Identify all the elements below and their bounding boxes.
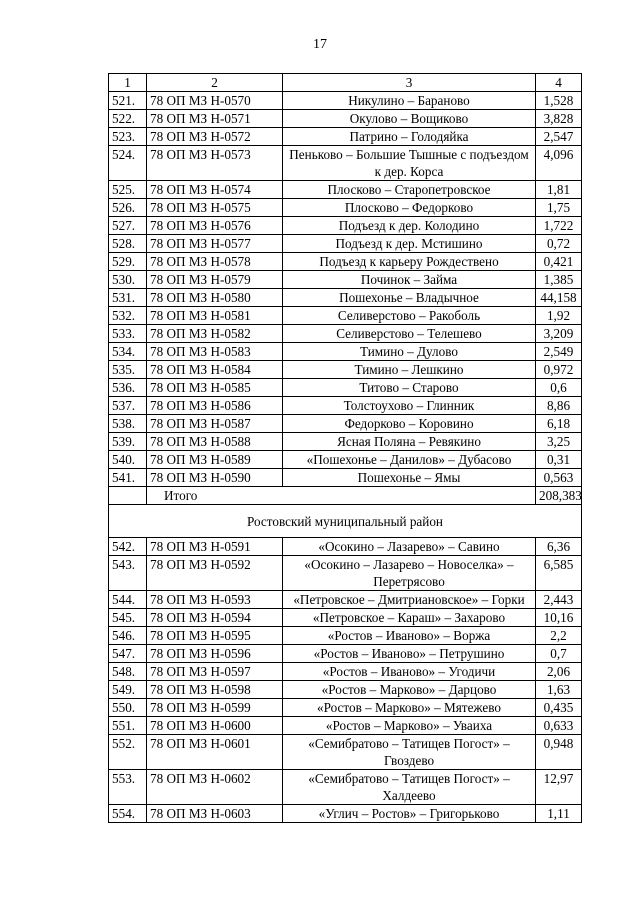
table-row	[109, 325, 582, 343]
row-number: 537.	[109, 397, 147, 415]
row-number: 526.	[109, 199, 147, 217]
road-code: 78 ОП МЗ Н-0602	[147, 770, 283, 805]
road-name: Плосково – Старопетровское	[283, 181, 536, 199]
table-row	[109, 699, 582, 717]
road-length: 2,06	[536, 663, 582, 681]
road-length: 44,158	[536, 289, 582, 307]
table-row	[109, 253, 582, 271]
road-length: 1,75	[536, 199, 582, 217]
road-name: Титово – Старово	[283, 379, 536, 397]
road-name: Пошехонье – Владычное	[283, 289, 536, 307]
road-length: 1,385	[536, 271, 582, 289]
page-number: 17	[313, 37, 327, 52]
road-length: 8,86	[536, 397, 582, 415]
road-code: 78 ОП МЗ Н-0603	[147, 805, 283, 823]
road-length: 2,443	[536, 591, 582, 609]
table-row	[109, 199, 582, 217]
row-number: 529.	[109, 253, 147, 271]
table-row	[109, 735, 582, 770]
road-length: 1,81	[536, 181, 582, 199]
road-code: 78 ОП МЗ Н-0595	[147, 627, 283, 645]
table-row	[109, 717, 582, 735]
road-name: «Ростов – Иваново» – Угодичи	[283, 663, 536, 681]
road-name: «Ростов – Иваново» – Воржа	[283, 627, 536, 645]
row-number: 543.	[109, 556, 147, 591]
road-name: «Ростов – Марково» – Мятежево	[283, 699, 536, 717]
table-row	[109, 110, 582, 128]
road-length: 3,828	[536, 110, 582, 128]
row-number: 541.	[109, 469, 147, 487]
road-code: 78 ОП МЗ Н-0578	[147, 253, 283, 271]
section-row	[109, 505, 582, 538]
row-number: 551.	[109, 717, 147, 735]
table-row	[109, 379, 582, 397]
road-name: Федорково – Коровино	[283, 415, 536, 433]
road-code: 78 ОП МЗ Н-0581	[147, 307, 283, 325]
road-name: «Ростов – Марково» – Увaиха	[283, 717, 536, 735]
road-name: Селиверстово – Ракоболь	[283, 307, 536, 325]
road-length: 6,18	[536, 415, 582, 433]
row-number: 554.	[109, 805, 147, 823]
road-length: 0,435	[536, 699, 582, 717]
header-cell: 4	[536, 74, 582, 92]
table-row	[109, 591, 582, 609]
table-row	[109, 92, 582, 110]
table-row	[109, 663, 582, 681]
road-code: 78 ОП МЗ Н-0588	[147, 433, 283, 451]
row-number: 548.	[109, 663, 147, 681]
road-name: Пошехонье – Ямы	[283, 469, 536, 487]
road-name: Толстоухово – Глинник	[283, 397, 536, 415]
road-name: Подъезд к карьеру Рождествено	[283, 253, 536, 271]
road-code: 78 ОП МЗ Н-0571	[147, 110, 283, 128]
road-length: 0,948	[536, 735, 582, 770]
section-title: Ростовский муниципальный район	[109, 505, 582, 538]
row-number: 553.	[109, 770, 147, 805]
road-code: 78 ОП МЗ Н-0574	[147, 181, 283, 199]
road-code: 78 ОП МЗ Н-0590	[147, 469, 283, 487]
road-length: 1,11	[536, 805, 582, 823]
row-number: 524.	[109, 146, 147, 181]
row-number: 533.	[109, 325, 147, 343]
road-code: 78 ОП МЗ Н-0597	[147, 663, 283, 681]
road-code: 78 ОП МЗ Н-0593	[147, 591, 283, 609]
road-length: 4,096	[536, 146, 582, 181]
road-length: 10,16	[536, 609, 582, 627]
row-number: 540.	[109, 451, 147, 469]
table-row	[109, 146, 582, 181]
road-name: «Осокино – Лазарево – Новоселка» – Перетрясово	[283, 556, 536, 591]
total-empty-cell	[109, 487, 147, 505]
row-number: 525.	[109, 181, 147, 199]
table-row	[109, 556, 582, 591]
road-name: Починок – Займа	[283, 271, 536, 289]
road-code: 78 ОП МЗ Н-0600	[147, 717, 283, 735]
table-row	[109, 609, 582, 627]
table-row	[109, 217, 582, 235]
header-cell: 1	[109, 74, 147, 92]
road-length: 1,722	[536, 217, 582, 235]
road-code: 78 ОП МЗ Н-0572	[147, 128, 283, 146]
road-length: 0,31	[536, 451, 582, 469]
road-name: Тимино – Лешкино	[283, 361, 536, 379]
table-row	[109, 433, 582, 451]
row-number: 531.	[109, 289, 147, 307]
table-row	[109, 627, 582, 645]
table-header-row	[109, 74, 582, 92]
row-number: 546.	[109, 627, 147, 645]
road-code: 78 ОП МЗ Н-0582	[147, 325, 283, 343]
road-code: 78 ОП МЗ Н-0592	[147, 556, 283, 591]
road-length: 12,97	[536, 770, 582, 805]
table-row	[109, 538, 582, 556]
table-row	[109, 805, 582, 823]
table-row	[109, 361, 582, 379]
road-length: 0,72	[536, 235, 582, 253]
total-row	[109, 487, 582, 505]
road-length: 0,6	[536, 379, 582, 397]
row-number: 552.	[109, 735, 147, 770]
road-name: «Ростов – Марково» – Дарцово	[283, 681, 536, 699]
road-code: 78 ОП МЗ Н-0598	[147, 681, 283, 699]
road-code: 78 ОП МЗ Н-0587	[147, 415, 283, 433]
road-code: 78 ОП МЗ Н-0601	[147, 735, 283, 770]
road-length: 6,36	[536, 538, 582, 556]
road-code: 78 ОП МЗ Н-0584	[147, 361, 283, 379]
table-row	[109, 343, 582, 361]
table-row	[109, 235, 582, 253]
row-number: 523.	[109, 128, 147, 146]
table-row	[109, 681, 582, 699]
table-row	[109, 181, 582, 199]
road-code: 78 ОП МЗ Н-0594	[147, 609, 283, 627]
row-number: 527.	[109, 217, 147, 235]
road-code: 78 ОП МЗ Н-0579	[147, 271, 283, 289]
row-number: 547.	[109, 645, 147, 663]
row-number: 535.	[109, 361, 147, 379]
road-code: 78 ОП МЗ Н-0585	[147, 379, 283, 397]
total-label: Итого	[147, 487, 536, 505]
row-number: 544.	[109, 591, 147, 609]
row-number: 539.	[109, 433, 147, 451]
road-name: «Петровское – Дмитриановское» – Горки	[283, 591, 536, 609]
road-code: 78 ОП МЗ Н-0573	[147, 146, 283, 181]
road-length: 2,547	[536, 128, 582, 146]
road-code: 78 ОП МЗ Н-0583	[147, 343, 283, 361]
road-name: Патрино – Голодяйка	[283, 128, 536, 146]
road-name: «Семибратово – Татищев Погост» – Халдеево	[283, 770, 536, 805]
road-name: Плосково – Федорково	[283, 199, 536, 217]
road-name: Тимино – Дулово	[283, 343, 536, 361]
road-length: 1,92	[536, 307, 582, 325]
road-name: Никулино – Бараново	[283, 92, 536, 110]
road-length: 2,2	[536, 627, 582, 645]
row-number: 522.	[109, 110, 147, 128]
road-name: Подъезд к дер. Мстишино	[283, 235, 536, 253]
road-name: «Пошехонье – Данилов» – Дубасово	[283, 451, 536, 469]
road-name: Ясная Поляна – Ревякино	[283, 433, 536, 451]
row-number: 528.	[109, 235, 147, 253]
road-code: 78 ОП МЗ Н-0570	[147, 92, 283, 110]
row-number: 532.	[109, 307, 147, 325]
road-length: 2,549	[536, 343, 582, 361]
road-code: 78 ОП МЗ Н-0575	[147, 199, 283, 217]
road-code: 78 ОП МЗ Н-0591	[147, 538, 283, 556]
road-name: «Осокино – Лазарево» – Савино	[283, 538, 536, 556]
road-code: 78 ОП МЗ Н-0577	[147, 235, 283, 253]
row-number: 538.	[109, 415, 147, 433]
road-name: «Петровское – Караш» – Захарово	[283, 609, 536, 627]
road-length: 3,209	[536, 325, 582, 343]
road-code: 78 ОП МЗ Н-0580	[147, 289, 283, 307]
road-name: Пеньково – Большие Тышные с подъездом к дер. Корса	[283, 146, 536, 181]
roads-table	[108, 73, 582, 823]
row-number: 550.	[109, 699, 147, 717]
table-row	[109, 770, 582, 805]
road-length: 0,972	[536, 361, 582, 379]
table-row	[109, 128, 582, 146]
row-number: 536.	[109, 379, 147, 397]
road-code: 78 ОП МЗ Н-0586	[147, 397, 283, 415]
table-row	[109, 397, 582, 415]
road-length: 0,563	[536, 469, 582, 487]
header-cell: 2	[147, 74, 283, 92]
table-row	[109, 271, 582, 289]
road-name: «Углич – Ростов» – Григорьково	[283, 805, 536, 823]
road-code: 78 ОП МЗ Н-0599	[147, 699, 283, 717]
row-number: 530.	[109, 271, 147, 289]
row-number: 534.	[109, 343, 147, 361]
row-number: 549.	[109, 681, 147, 699]
road-length: 6,585	[536, 556, 582, 591]
table-row	[109, 469, 582, 487]
table-row	[109, 451, 582, 469]
road-code: 78 ОП МЗ Н-0576	[147, 217, 283, 235]
road-name: «Ростов – Иваново» – Петрушино	[283, 645, 536, 663]
road-code: 78 ОП МЗ Н-0596	[147, 645, 283, 663]
header-cell: 3	[283, 74, 536, 92]
road-length: 0,633	[536, 717, 582, 735]
row-number: 542.	[109, 538, 147, 556]
row-number: 545.	[109, 609, 147, 627]
total-value: 208,383	[536, 487, 582, 505]
row-number: 521.	[109, 92, 147, 110]
road-name: Окулово – Вощиково	[283, 110, 536, 128]
road-code: 78 ОП МЗ Н-0589	[147, 451, 283, 469]
table-row	[109, 645, 582, 663]
road-length: 0,7	[536, 645, 582, 663]
road-length: 3,25	[536, 433, 582, 451]
road-length: 1,528	[536, 92, 582, 110]
road-name: Селиверстово – Телешево	[283, 325, 536, 343]
table-row	[109, 307, 582, 325]
table-row	[109, 415, 582, 433]
table-row	[109, 289, 582, 307]
road-length: 1,63	[536, 681, 582, 699]
road-name: Подъезд к дер. Колодино	[283, 217, 536, 235]
road-length: 0,421	[536, 253, 582, 271]
road-name: «Семибратово – Татищев Погост» – Гвоздево	[283, 735, 536, 770]
